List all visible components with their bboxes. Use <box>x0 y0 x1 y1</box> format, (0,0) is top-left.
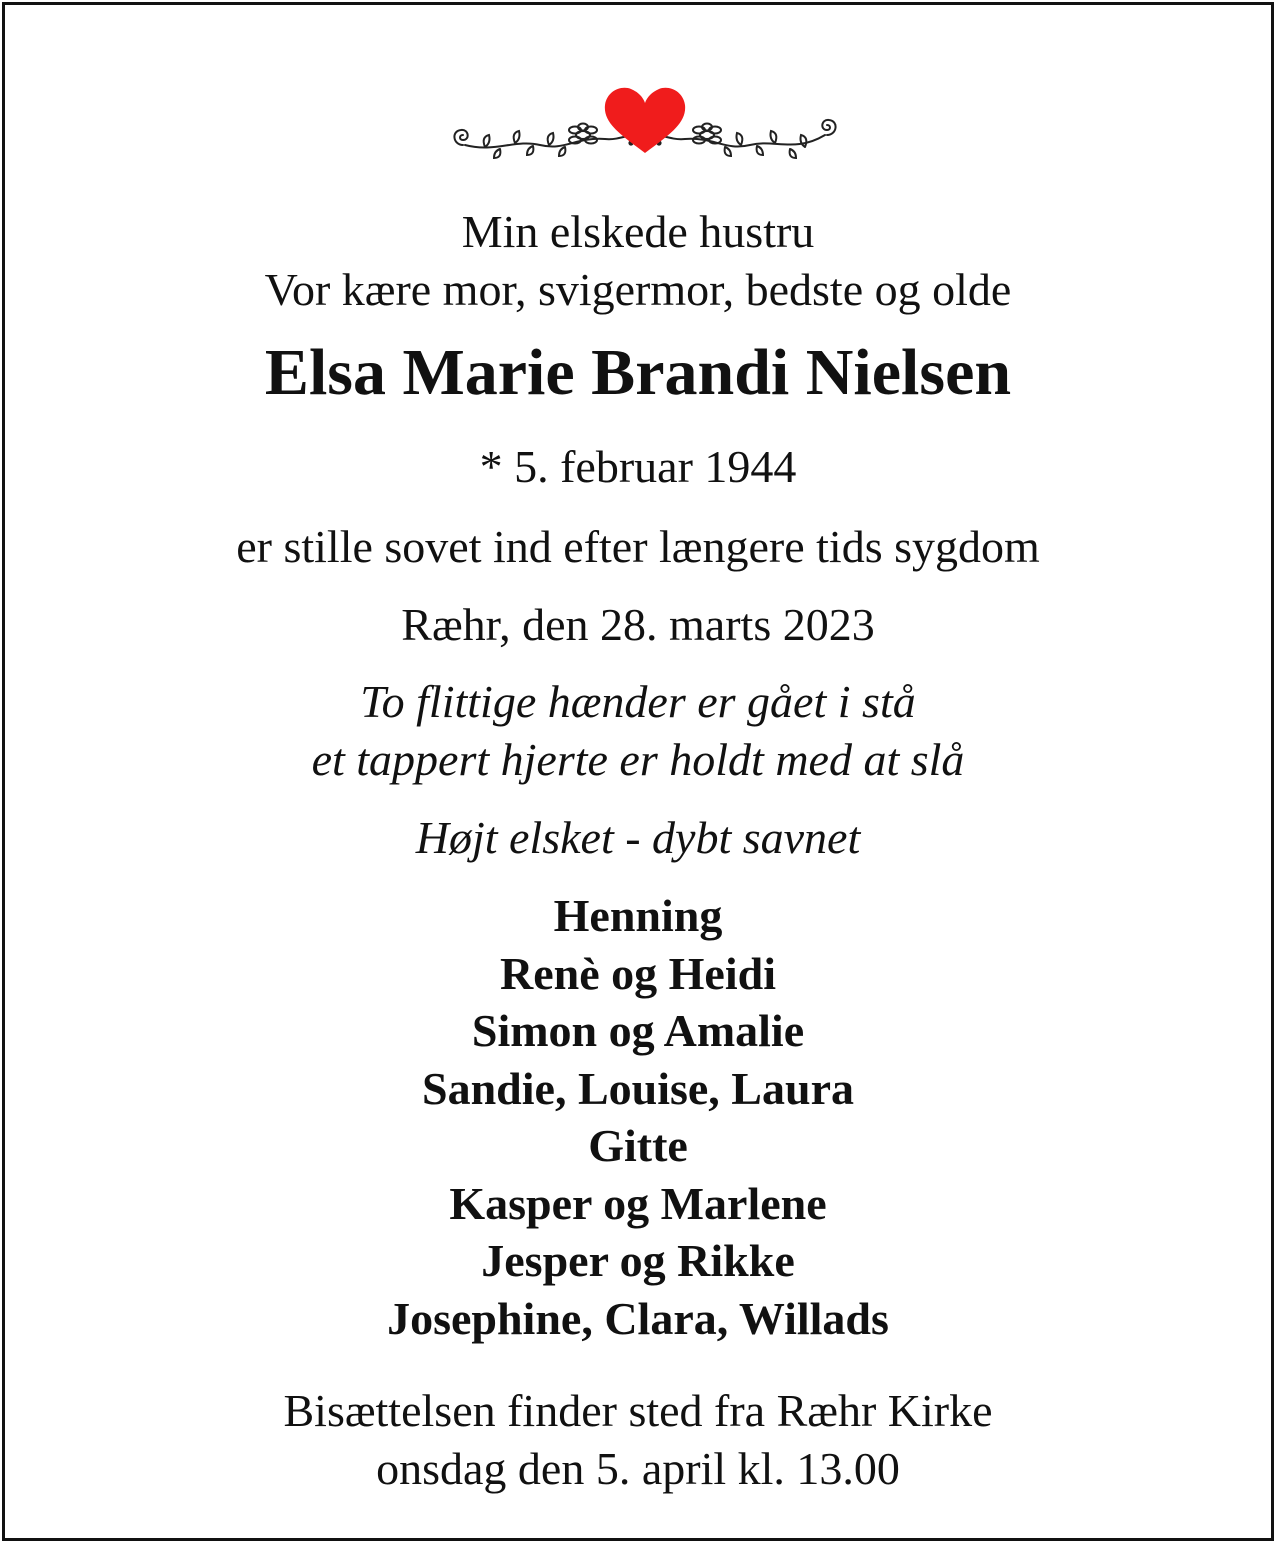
intro-line-2: Vor kære mor, svigermor, bedste og olde <box>264 264 1012 315</box>
place-date: Ræhr, den 28. marts 2023 <box>401 599 875 650</box>
tagline: Højt elsket - dybt savnet <box>415 812 861 863</box>
obituary-content <box>5 5 1271 1538</box>
verse-line-1: To flittige hænder er gået i stå <box>360 676 916 727</box>
family-member: Josephine, Clara, Willads <box>387 1292 889 1344</box>
family-member: Jesper og Rikke <box>481 1235 795 1286</box>
passing-text: er stille sovet ind efter længere tids sygdom <box>236 521 1040 572</box>
verse-line-2: et tappert hjerte er holdt med at slå <box>311 734 965 785</box>
obituary-frame <box>2 2 1274 1541</box>
funeral-line-1: Bisættelsen finder sted fra Ræhr Kirke <box>283 1385 993 1436</box>
family-member: Simon og Amalie <box>471 1005 805 1056</box>
family-member: Renè og Heidi <box>500 947 776 999</box>
family-member: Gitte <box>588 1120 688 1171</box>
family-member: Kasper og Marlene <box>449 1177 827 1229</box>
funeral-line-2: onsdag den 5. april kl. 13.00 <box>376 1443 900 1494</box>
heart-ornament <box>445 83 845 173</box>
deceased-name: Elsa Marie Brandi Nielsen <box>264 336 1012 409</box>
family-member: Sandie, Louise, Laura <box>422 1062 854 1114</box>
heart-icon <box>605 88 685 153</box>
intro-line-1: Min elskede hustru <box>461 206 815 257</box>
birth-date: * 5. februar 1944 <box>479 441 797 492</box>
family-member: Henning <box>553 890 723 941</box>
